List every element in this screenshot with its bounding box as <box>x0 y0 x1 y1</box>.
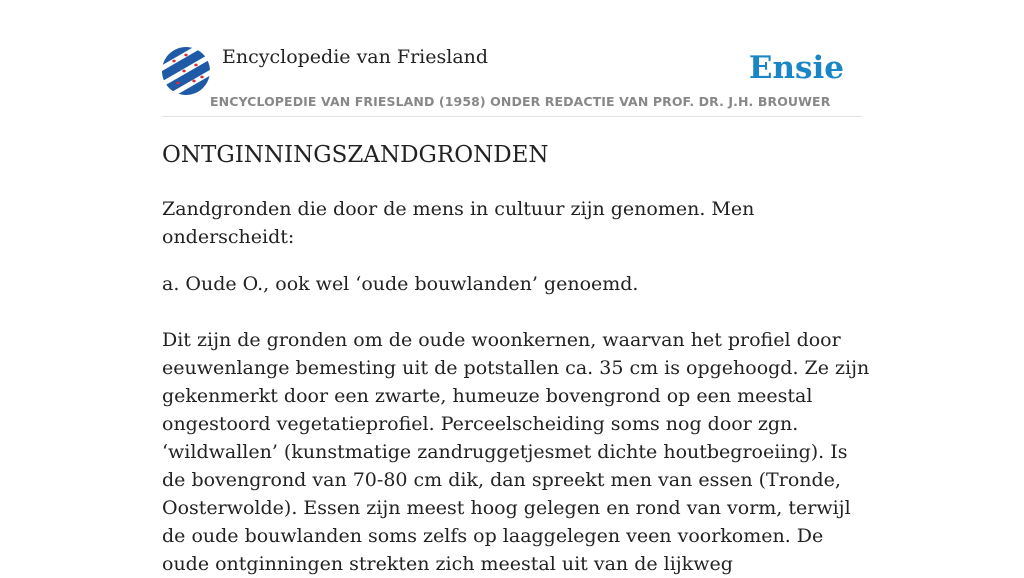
article-paragraph-subheading: a. Oude O., ook wel ‘oude bouwlanden’ genoemd. <box>162 273 639 295</box>
friesland-flag-icon[interactable] <box>162 47 210 95</box>
ensie-brand-logo[interactable]: Ensie <box>748 50 844 86</box>
site-subtitle: ENCYCLOPEDIE VAN FRIESLAND (1958) ONDER REDACTIE VAN PROF. DR. J.H. BROUWER <box>210 94 831 109</box>
article <box>162 139 872 578</box>
site-header <box>162 44 862 117</box>
article-title: ONTGINNINGSZANDGRONDEN <box>162 142 549 168</box>
site-title[interactable]: Encyclopedie van Friesland <box>222 46 489 68</box>
article-paragraph-body: Dit zijn de gronden om de oude woonkernen, waarvan het profiel door eeuwenlange bemesting uit de potstallen ca. 35 cm is opgehoogd. Ze zijn gekenmerkt door een zwarte, humeuze bovengrond op een meestal ongestoord vegetatieprofiel. Perceelscheiding soms nog door zgn. ‘wildwallen’ (kunstmatige zandruggetjesmet dichte houtbegroeiing). Is de bovengrond van 70-80 cm dik, dan spreekt men van essen (Tronde, Oosterwolde). Essen zijn meest hoog gelegen en rond van vorm, terwijl de oude bouwlanden soms zelfs op laaggelegen veen voorkomen. De oude ontginningen strekten zich meestal uit van de lijkweg <box>162 329 870 575</box>
article-paragraph-intro: Zandgronden die door de mens in cultuur zijn genomen. Men onderscheidt: <box>162 198 755 248</box>
